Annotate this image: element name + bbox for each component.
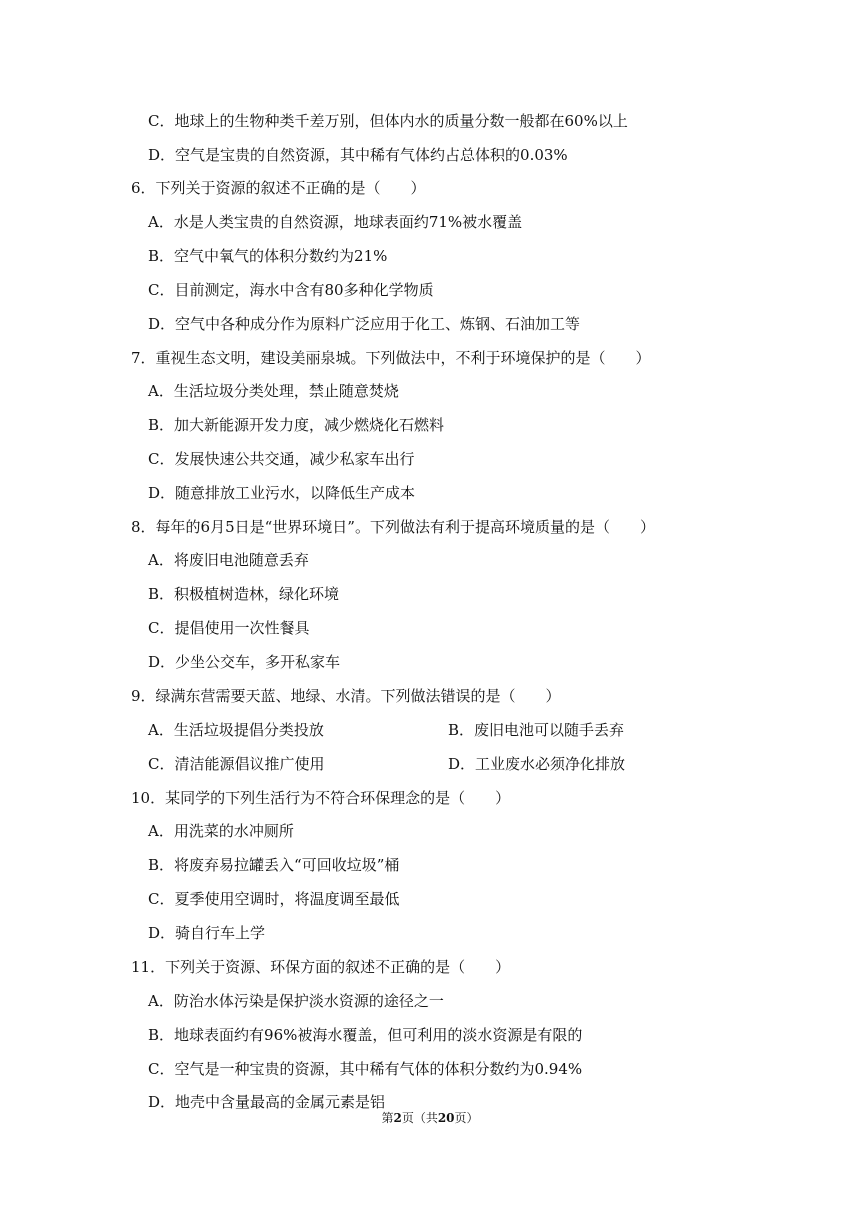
footer-prefix: 第 [381, 1111, 394, 1125]
option-c: C．发展快速公共交通，减少私家车出行 [148, 450, 415, 468]
option-a: A．用洗菜的水冲厕所 [148, 822, 294, 840]
question-stem: 9．绿满东营需要天蓝、地绿、水清。下列做法错误的是（ ） [131, 687, 561, 705]
option-b: B．将废弃易拉罐丢入“可回收垃圾”桶 [148, 856, 400, 874]
footer-middle: 页（共 [401, 1111, 438, 1125]
option-d: D．工业废水必须净化排放 [448, 755, 626, 773]
current-page-number: 2 [393, 1111, 402, 1125]
option-line: D．空气是宝贵的自然资源，其中稀有气体约占总体积的0.03% [148, 146, 568, 164]
option-b: B．废旧电池可以随手丢弃 [448, 721, 625, 739]
option-a: A．生活垃圾提倡分类投放 [148, 721, 324, 739]
option-a: A．水是人类宝贵的自然资源，地球表面约71%被水覆盖 [148, 213, 523, 231]
option-b: B．积极植树造林，绿化环境 [148, 585, 340, 603]
page-footer [0, 1110, 860, 1126]
option-d: D．随意排放工业污水，以降低生产成本 [148, 484, 416, 502]
option-d: D．空气中各种成分作为原料广泛应用于化工、炼钢、石油加工等 [148, 315, 581, 333]
option-d: D．地壳中含量最高的金属元素是铝 [148, 1093, 386, 1111]
option-c: C．空气是一种宝贵的资源，其中稀有气体的体积分数约为0.94% [148, 1060, 583, 1078]
option-c: C．清洁能源倡议推广使用 [148, 755, 325, 773]
question-stem: 8．每年的6月5日是“世界环境日”。下列做法有利于提高环境质量的是（ ） [131, 518, 655, 536]
total-pages-number: 20 [437, 1111, 455, 1125]
option-d: D．骑自行车上学 [148, 924, 266, 942]
option-a: A．将废旧电池随意丢弃 [148, 551, 309, 569]
option-a: A．生活垃圾分类处理，禁止随意焚烧 [148, 382, 399, 400]
option-c: C．夏季使用空调时，将温度调至最低 [148, 890, 400, 908]
option-line: C．地球上的生物种类千差万别，但体内水的质量分数一般都在60%以上 [148, 112, 628, 130]
question-stem: 10．某同学的下列生活行为不符合环保理念的是（ ） [131, 789, 511, 807]
question-stem: 7．重视生态文明，建设美丽泉城。下列做法中，不利于环境保护的是（ ） [131, 349, 651, 367]
option-b: B．地球表面约有96%被海水覆盖，但可利用的淡水资源是有限的 [148, 1026, 583, 1044]
footer-suffix: 页） [454, 1111, 479, 1125]
option-d: D．少坐公交车，多开私家车 [148, 653, 341, 671]
question-stem: 6．下列关于资源的叙述不正确的是（ ） [131, 179, 426, 197]
option-c: C．目前测定，海水中含有80多种化学物质 [148, 281, 434, 299]
option-a: A．防治水体污染是保护淡水资源的途径之一 [148, 992, 444, 1010]
question-stem: 11．下列关于资源、环保方面的叙述不正确的是（ ） [131, 958, 511, 976]
option-c: C．提倡使用一次性餐具 [148, 619, 310, 637]
option-b: B．空气中氧气的体积分数约为21% [148, 247, 388, 265]
option-b: B．加大新能源开发力度，减少燃烧化石燃料 [148, 416, 445, 434]
